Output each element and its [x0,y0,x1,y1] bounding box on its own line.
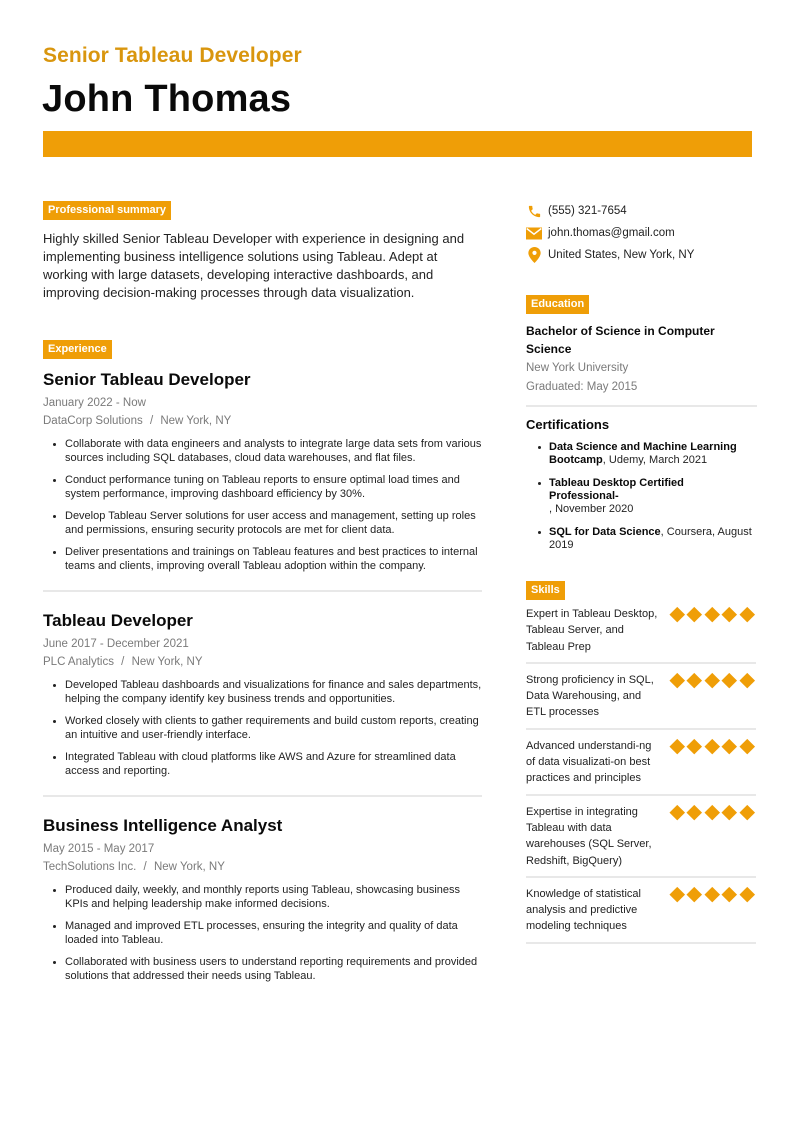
certifications-heading: Certifications [526,417,610,432]
divider [526,405,757,407]
skill-text: Expert in Tableau Desktop, Tableau Server, and Tableau Prep [526,608,658,653]
rating-diamond-icon [722,607,737,622]
rating-diamond-icon [704,887,719,902]
rating-diamond-icon [739,607,754,622]
rating-diamond-icon [739,804,754,819]
certification-item [526,477,756,516]
skill-item [526,796,756,878]
email-text[interactable]: john.thomas@gmail.com [548,227,675,239]
contact-email [526,222,756,244]
separator: / [121,656,125,668]
rating-diamond-icon [704,804,719,819]
rating-diamond-icon [739,887,754,902]
certification-item [526,441,756,467]
skill-text: Expertise in integrating Tableau with data warehouses (SQL Server, Redshift, BigQuery) [526,805,652,867]
job-bullet: Developed Tableau dashboards and visualizations for finance and sales departments, helping the company identify key business trends and opportunities. [43,679,483,706]
job-company: PLC Analytics [43,656,114,668]
right-column [526,200,756,944]
education-graduated: Graduated: May 2015 [526,381,638,393]
education-school: New York University [526,362,629,374]
rating-diamond-icon [739,739,754,754]
rating-diamond-icon [704,739,719,754]
location-text: United States, New York, NY [548,249,695,261]
job-entry [43,816,483,983]
job-company-line [43,412,483,430]
skill-rating [670,672,757,721]
skill-text: Advanced understandi-ng of data visualizati-on best practices and principles [526,739,652,785]
skill-text: Knowledge of statistical analysis and predictive modeling techniques [526,887,641,933]
rating-diamond-icon [704,607,719,622]
skill-rating [670,738,757,787]
separator: / [149,415,154,427]
job-dates: May 2015 - May 2017 [43,843,155,855]
job-location: New York, NY [131,656,203,668]
job-title: Senior Tableau Developer [43,370,251,389]
header-role: Senior Tableau Developer [43,44,302,67]
rating-diamond-icon [704,673,719,688]
header-name: John Thomas [42,78,292,120]
contact-section [526,200,756,266]
rating-diamond-icon [669,887,684,902]
job-bullet: Worked closely with clients to gather requirements and build custom reports, creating an intuitive and user-friendly interface. [43,715,483,742]
job-bullet: Conduct performance tuning on Tableau reports to ensure optimal load times and system performance, improving dashboard efficiency by 30%. [43,474,483,501]
rating-diamond-icon [669,607,684,622]
divider [43,795,482,797]
rating-diamond-icon [687,607,702,622]
job-title: Business Intelligence Analyst [43,816,283,835]
education-degree: Bachelor of Science in Computer Science [526,324,715,356]
summary-text: Highly skilled Senior Tableau Developer with experience in designing and implementing business intelligence solutions using Tableau. Adept at working with large datasets, developing interactive dashboards, and improving decision-making processes through data visualization. [43,231,465,300]
job-bullets [43,679,483,778]
job-company: TechSolutions Inc. [43,861,137,873]
education-heading: Education [526,295,589,314]
job-bullet: Develop Tableau Server solutions for user access and management, setting up roles and permissions, ensuring security protocols are met for client data. [43,510,483,537]
left-column [43,200,483,992]
divider [43,590,482,592]
rating-diamond-icon [687,887,702,902]
rating-diamond-icon [722,673,737,688]
rating-diamond-icon [669,739,684,754]
experience-heading: Experience [43,340,112,359]
certification-name: Tableau Desktop Certified Professional- [549,477,684,502]
rating-diamond-icon [687,804,702,819]
separator: / [143,861,147,873]
skill-item [526,878,756,944]
job-bullet: Collaborated with business users to understand reporting requirements and provided solutions that addressed their needs using Tableau. [43,956,483,983]
envelope-icon [526,225,542,241]
rating-diamond-icon [669,673,684,688]
job-company: DataCorp Solutions [43,415,143,427]
education-section [526,294,756,407]
skill-rating [670,606,757,655]
job-location: New York, NY [153,861,225,873]
skill-rating [670,804,757,869]
job-bullet: Integrated Tableau with cloud platforms like AWS and Azure for streamlined data access and reporting. [43,751,483,778]
summary-section [43,200,483,302]
job-company-line [43,858,483,876]
job-dates: January 2022 - Now [43,397,146,409]
certification-detail: , Coursera, August 2019 [549,526,752,551]
contact-location [526,244,756,266]
skill-rating [670,886,757,935]
phone-text: (555) 321-7654 [548,205,627,217]
job-bullet: Deliver presentations and trainings on Tableau features and best practices to internal teams and clients, improving overall Tableau adoption within the company. [43,546,483,573]
certification-name: SQL for Data Science [549,526,661,538]
certification-detail: , November 2020 [549,503,634,515]
phone-icon [526,203,542,219]
rating-diamond-icon [687,673,702,688]
job-dates: June 2017 - December 2021 [43,638,189,650]
skill-item [526,600,756,664]
job-entry [43,370,483,573]
skill-item [526,664,756,730]
job-bullet: Collaborate with data engineers and analysts to integrate large data sets from various sources including SQL databases, cloud data warehouses, and flat files. [43,438,483,465]
experience-section [43,339,483,983]
job-bullet: Produced daily, weekly, and monthly reports using Tableau, showcasing business KPIs and helping leadership make informed decisions. [43,884,483,911]
skills-heading: Skills [526,581,565,600]
job-bullets [43,884,483,983]
certification-item [526,526,756,552]
rating-diamond-icon [739,673,754,688]
job-bullets [43,438,483,573]
certification-name: Data Science and Machine Learning Bootcamp [549,441,737,466]
rating-diamond-icon [669,804,684,819]
rating-diamond-icon [722,804,737,819]
skill-text: Strong proficiency in SQL, Data Warehousing, and ETL processes [526,673,654,719]
header-accent-bar [43,131,752,157]
rating-diamond-icon [722,739,737,754]
job-entry [43,611,483,778]
summary-heading: Professional summary [43,201,171,220]
job-company-line [43,653,483,671]
job-title: Tableau Developer [43,611,193,630]
skills-section [526,580,756,944]
certification-detail: , Udemy, March 2021 [602,454,708,466]
rating-diamond-icon [687,739,702,754]
map-pin-icon [526,247,542,263]
job-bullet: Managed and improved ETL processes, ensuring the integrity and quality of data loaded into Tableau. [43,920,483,947]
contact-phone [526,200,756,222]
certifications-list [526,441,756,552]
rating-diamond-icon [722,887,737,902]
certifications-section [526,417,756,552]
job-location: New York, NY [160,415,232,427]
skill-item [526,730,756,796]
